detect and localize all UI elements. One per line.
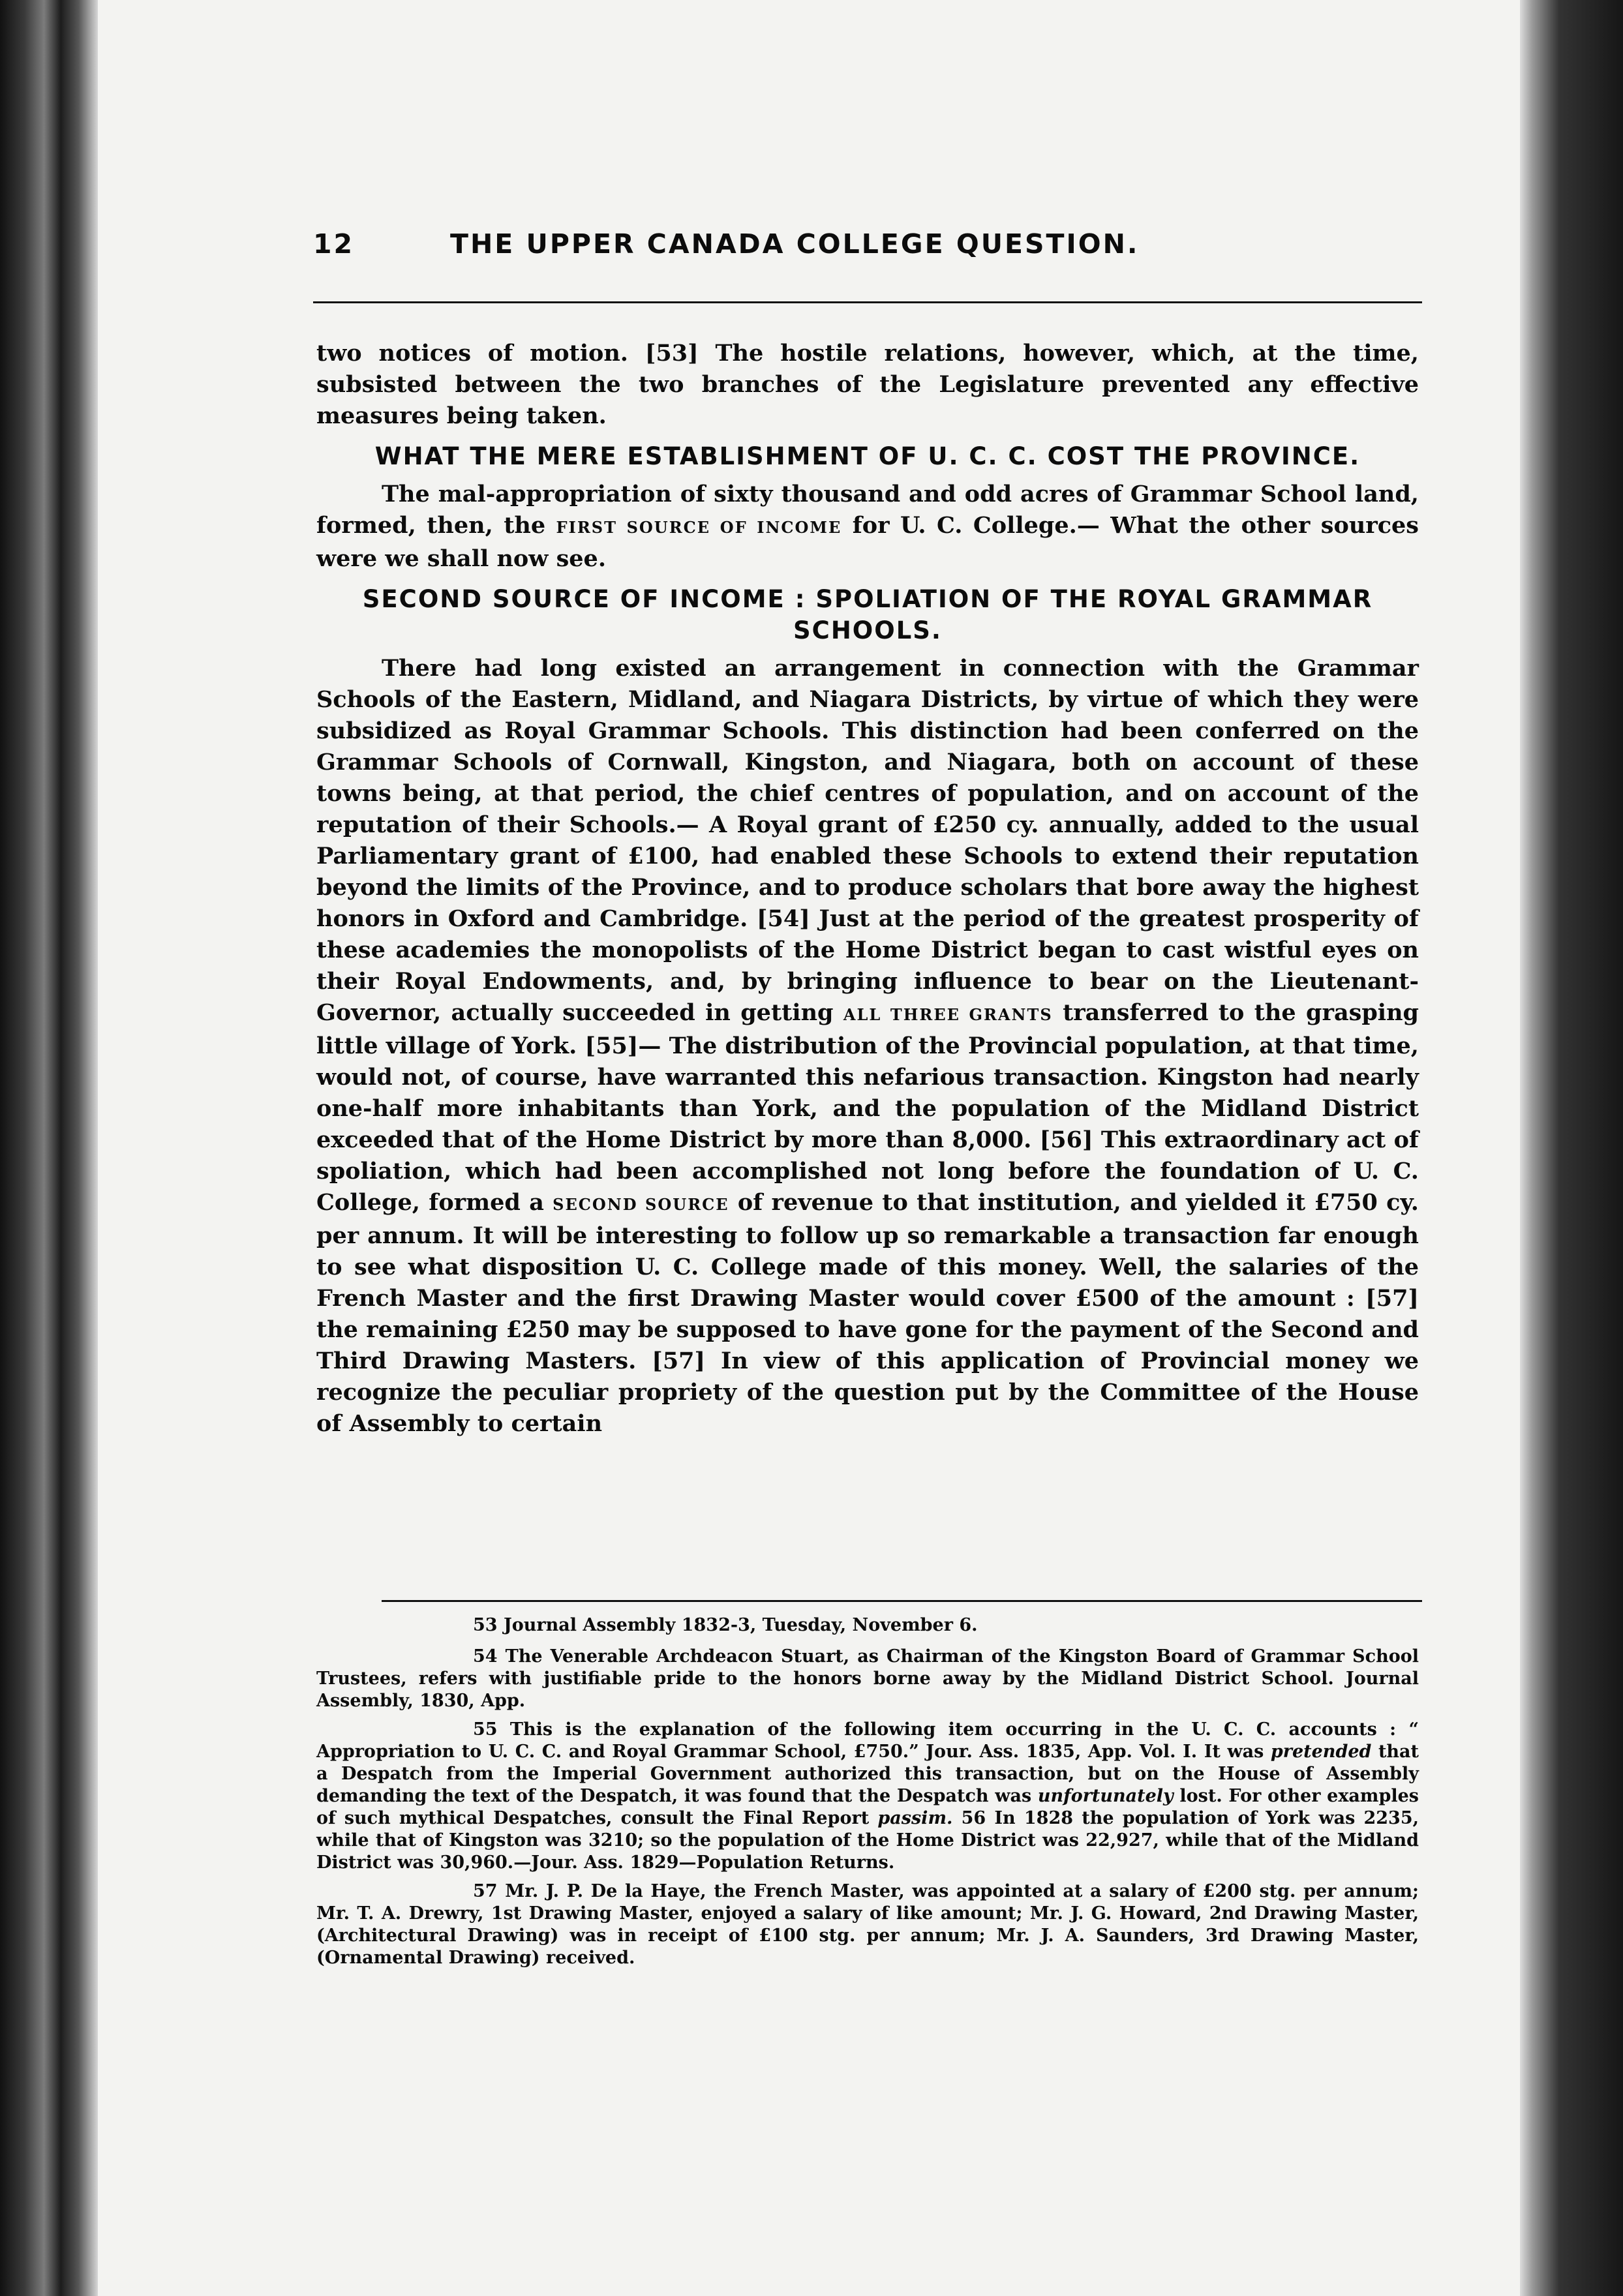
footnote-text: 56 In 1828 the population of York was 2235, while that of Kingston was 3210; so the population of the Home District was 22,927, while that of the Midland District was 30,960.—Jour. Ass. 1829—Population Returns. <box>316 1808 1419 1873</box>
footnote-text: lost. For other examples of such mythical Despatches, consult the Final Report <box>316 1786 1419 1828</box>
running-title: THE UPPER CANADA COLLEGE QUESTION. <box>450 228 1140 260</box>
footnote-57: 57 Mr. J. P. De la Haye, the French Master, was appointed at a salary of £200 stg. per annum; Mr. T. A. Drewry, 1st Drawing Master, enjoyed a salary of like amount; Mr. J. G. Howard, 2nd Drawing Master, (Architectural Drawing) was in receipt of £100 stg. per annum; Mr. J. A. Saunders, 3rd Drawing Master, (Ornamental Drawing) received. <box>316 1881 1419 1968</box>
emphasis-text: pretended <box>1270 1742 1372 1762</box>
section-heading-2: SECOND SOURCE OF INCOME : SPOLIATION OF THE ROYAL GRAMMAR SCHOOLS. <box>362 585 1373 644</box>
paragraph-text: The mal-appropriation of sixty thousand and odd acres of Grammar School land, formed, then, the <box>316 481 1419 539</box>
footnote-54: 54 The Venerable Archdeacon Stuart, as Chairman of the Kingston Board of Grammar School Trustees, refers with justifiable pride to the honors borne away by the Midland District School. Journal Assembly, 1830, App. <box>316 1646 1419 1711</box>
footnote-text: 55 This is the explanation of the following item occurring in the U. C. C. accounts : “ Appropriation to U. C. C. and Royal Grammar School, £750.” Jour. Ass. 1835, App. Vol. I. It was <box>316 1719 1419 1762</box>
paragraph-text: of revenue to that institution, and yielded it £750 cy. per annum. It will be interesting to follow up so remarkable a transaction far enough to see what disposition U. C. College made of this money. Well, the salaries of the French Master and the first Drawing Master would cover £500 of the amount : [57] the remaining £250 may be supposed to have gone for the payment of the Second and Third Drawing Masters. [57] In view of this application of Provincial money we recognize the peculiar propriety of the question put by the Committee of the House of Assembly to certain <box>316 1189 1419 1437</box>
paragraph-text: transferred to the grasping little village of York. [55]— The distribution of the Provincial population, at that time, would not, of course, have warranted this nefarious transaction. Kingston had nearly one-half more inhabitants than York, and the population of the Midland District exceeded that of the Home District by more than 8,000. [56] This extraordinary act of spoliation, which had been accomplished not long before the foundation of U. C. College, formed a <box>316 999 1419 1216</box>
footnote-text: that a Despatch from the Imperial Government authorized this transaction, but on the House of Assembly demanding the text of the Despatch, it was found that the Despatch was <box>316 1742 1419 1806</box>
emphasis-text: unfortunately <box>1037 1786 1174 1806</box>
paragraph-second-source <box>316 653 1419 1440</box>
paragraph-text: for U. C. College.— What the other sources were we shall now see. <box>316 512 1419 572</box>
page-number: 12 <box>313 228 355 260</box>
paragraph-first-source <box>316 479 1419 575</box>
small-caps-text: SECOND SOURCE <box>553 1195 729 1214</box>
paragraph-continuation: two notices of motion. [53] The hostile relations, however, which, at the time, subsisted between the two branches of the Legislature prevented any effective measures being taken. <box>316 340 1419 429</box>
right-binding-edge <box>1520 0 1623 2296</box>
header-rule <box>313 301 1422 303</box>
small-caps-text: ALL THREE GRANTS <box>843 1005 1053 1024</box>
footnotes <box>316 1614 1419 1976</box>
main-text <box>316 338 1419 1440</box>
section-heading-1: WHAT THE MERE ESTABLISHMENT OF U. C. C. COST THE PROVINCE. <box>374 442 1361 470</box>
small-caps-text: FIRST SOURCE OF INCOME <box>556 518 842 537</box>
footnote-53: 53 Journal Assembly 1832-3, Tuesday, November 6. <box>473 1615 978 1635</box>
book-page <box>98 0 1520 2296</box>
left-binding-edge <box>0 0 98 2296</box>
running-head <box>313 228 1422 260</box>
emphasis-text: passim. <box>877 1808 953 1828</box>
paragraph-text: There had long existed an arrangement in connection with the Grammar Schools of the Eastern, Midland, and Niagara Districts, by virtue of which they were subsidized as Royal Grammar Schools. This distinction had been conferred on the Grammar Schools of Cornwall, Kingston, and Niagara, both on account of these towns being, at that period, the chief centres of population, and on account of the reputation of their Schools.— A Royal grant of £250 cy. annually, added to the usual Parliamentary grant of £100, had enabled these Schools to extend their reputation beyond the limits of the Province, and to produce scholars that bore away the highest honors in Oxford and Cambridge. [54] Just at the period of the greatest prosperity of these academies the monopolists of the Home District began to cast wistful eyes on their Royal Endowments, and, by bringing influence to bear on the Lieutenant-Governor, actually succeeded in getting <box>316 655 1419 1026</box>
footnote-rule <box>382 1600 1422 1602</box>
footnote-55-56 <box>316 1719 1419 1874</box>
